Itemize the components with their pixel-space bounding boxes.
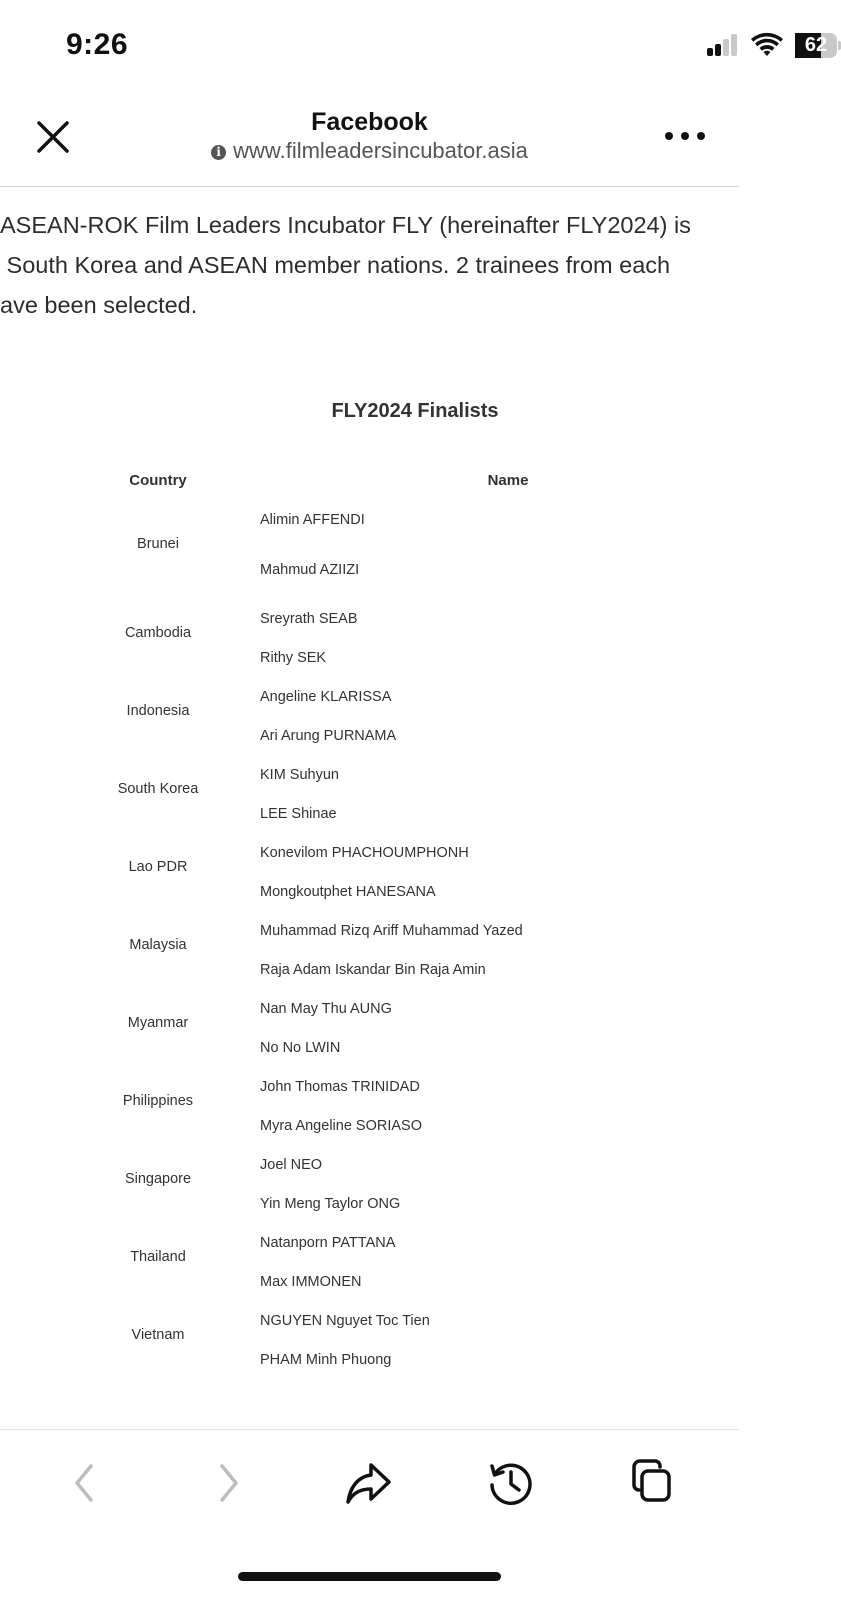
name-cell: Nan May Thu AUNG (260, 1001, 392, 1017)
country-cell: Vietnam (131, 1327, 185, 1343)
name-cell: NGUYEN Nguyet Toc Tien (260, 1313, 430, 1329)
info-icon[interactable]: i (211, 145, 226, 160)
name-cell: Yin Meng Taylor ONG (260, 1196, 401, 1212)
cellular-signal-icon (705, 33, 739, 59)
intro-line: ave been selected. (0, 292, 198, 318)
name-cell: Konevilom PHACHOUMPHONH (260, 845, 469, 861)
country-cell: South Korea (117, 781, 199, 797)
browser-header (0, 96, 739, 187)
page-title: Facebook (311, 108, 428, 136)
home-indicator[interactable] (238, 1572, 501, 1581)
name-cell: Ari Arung PURNAMA (260, 728, 397, 744)
country-cell: Thailand (130, 1249, 186, 1265)
name-cell: Joel NEO (260, 1157, 323, 1173)
country-cell: Indonesia (126, 703, 190, 719)
name-cell: KIM Suhyun (260, 767, 339, 783)
wifi-icon (751, 33, 783, 59)
name-cell: Mongkoutphet HANESANA (260, 884, 436, 900)
column-header-name: Name (487, 472, 529, 489)
country-cell: Cambodia (124, 625, 192, 641)
name-cell: LEE Shinae (260, 806, 337, 822)
history-icon[interactable] (486, 1458, 536, 1508)
country-cell: Brunei (137, 536, 179, 552)
name-cell: No No LWIN (260, 1040, 341, 1056)
name-cell: Alimin AFFENDI (260, 512, 365, 528)
more-options-icon[interactable] (665, 129, 705, 143)
name-cell: Rithy SEK (260, 650, 327, 666)
name-cell: Sreyrath SEAB (260, 611, 358, 627)
intro-line: South Korea and ASEAN member nations. 2 trainees from each (0, 252, 671, 278)
name-cell: John Thomas TRINIDAD (260, 1079, 420, 1095)
battery-level: 62 (804, 34, 828, 56)
name-cell: Myra Angeline SORIASO (260, 1118, 422, 1134)
name-cell: Mahmud AZIIZI (260, 562, 360, 578)
tabs-icon[interactable] (628, 1458, 678, 1508)
country-cell: Myanmar (127, 1015, 189, 1031)
country-cell: Lao PDR (128, 859, 188, 875)
country-cell: Malaysia (129, 937, 187, 953)
country-cell: Singapore (124, 1171, 192, 1187)
country-cell: Philippines (122, 1093, 194, 1109)
column-header-country: Country (129, 472, 187, 489)
forward-icon[interactable] (203, 1458, 253, 1508)
status-time: 9:26 (66, 28, 129, 61)
share-icon[interactable] (344, 1458, 394, 1508)
intro-line: ASEAN-ROK Film Leaders Incubator FLY (hereinafter FLY2024) is (0, 212, 691, 238)
url-bar[interactable] (0, 138, 739, 164)
name-cell: Natanporn PATTANA (260, 1235, 396, 1251)
battery-icon (795, 33, 841, 58)
intro-paragraph (0, 205, 739, 335)
name-cell: Max IMMONEN (260, 1274, 362, 1290)
back-icon[interactable] (60, 1458, 110, 1508)
table-title: FLY2024 Finalists (331, 400, 499, 422)
name-cell: Raja Adam Iskandar Bin Raja Amin (260, 962, 486, 978)
name-cell: PHAM Minh Phuong (260, 1352, 392, 1368)
url-text: www.filmleadersincubator.asia (233, 138, 528, 163)
name-cell: Angeline KLARISSA (260, 689, 392, 705)
name-cell: Muhammad Rizq Ariff Muhammad Yazed (260, 923, 523, 939)
